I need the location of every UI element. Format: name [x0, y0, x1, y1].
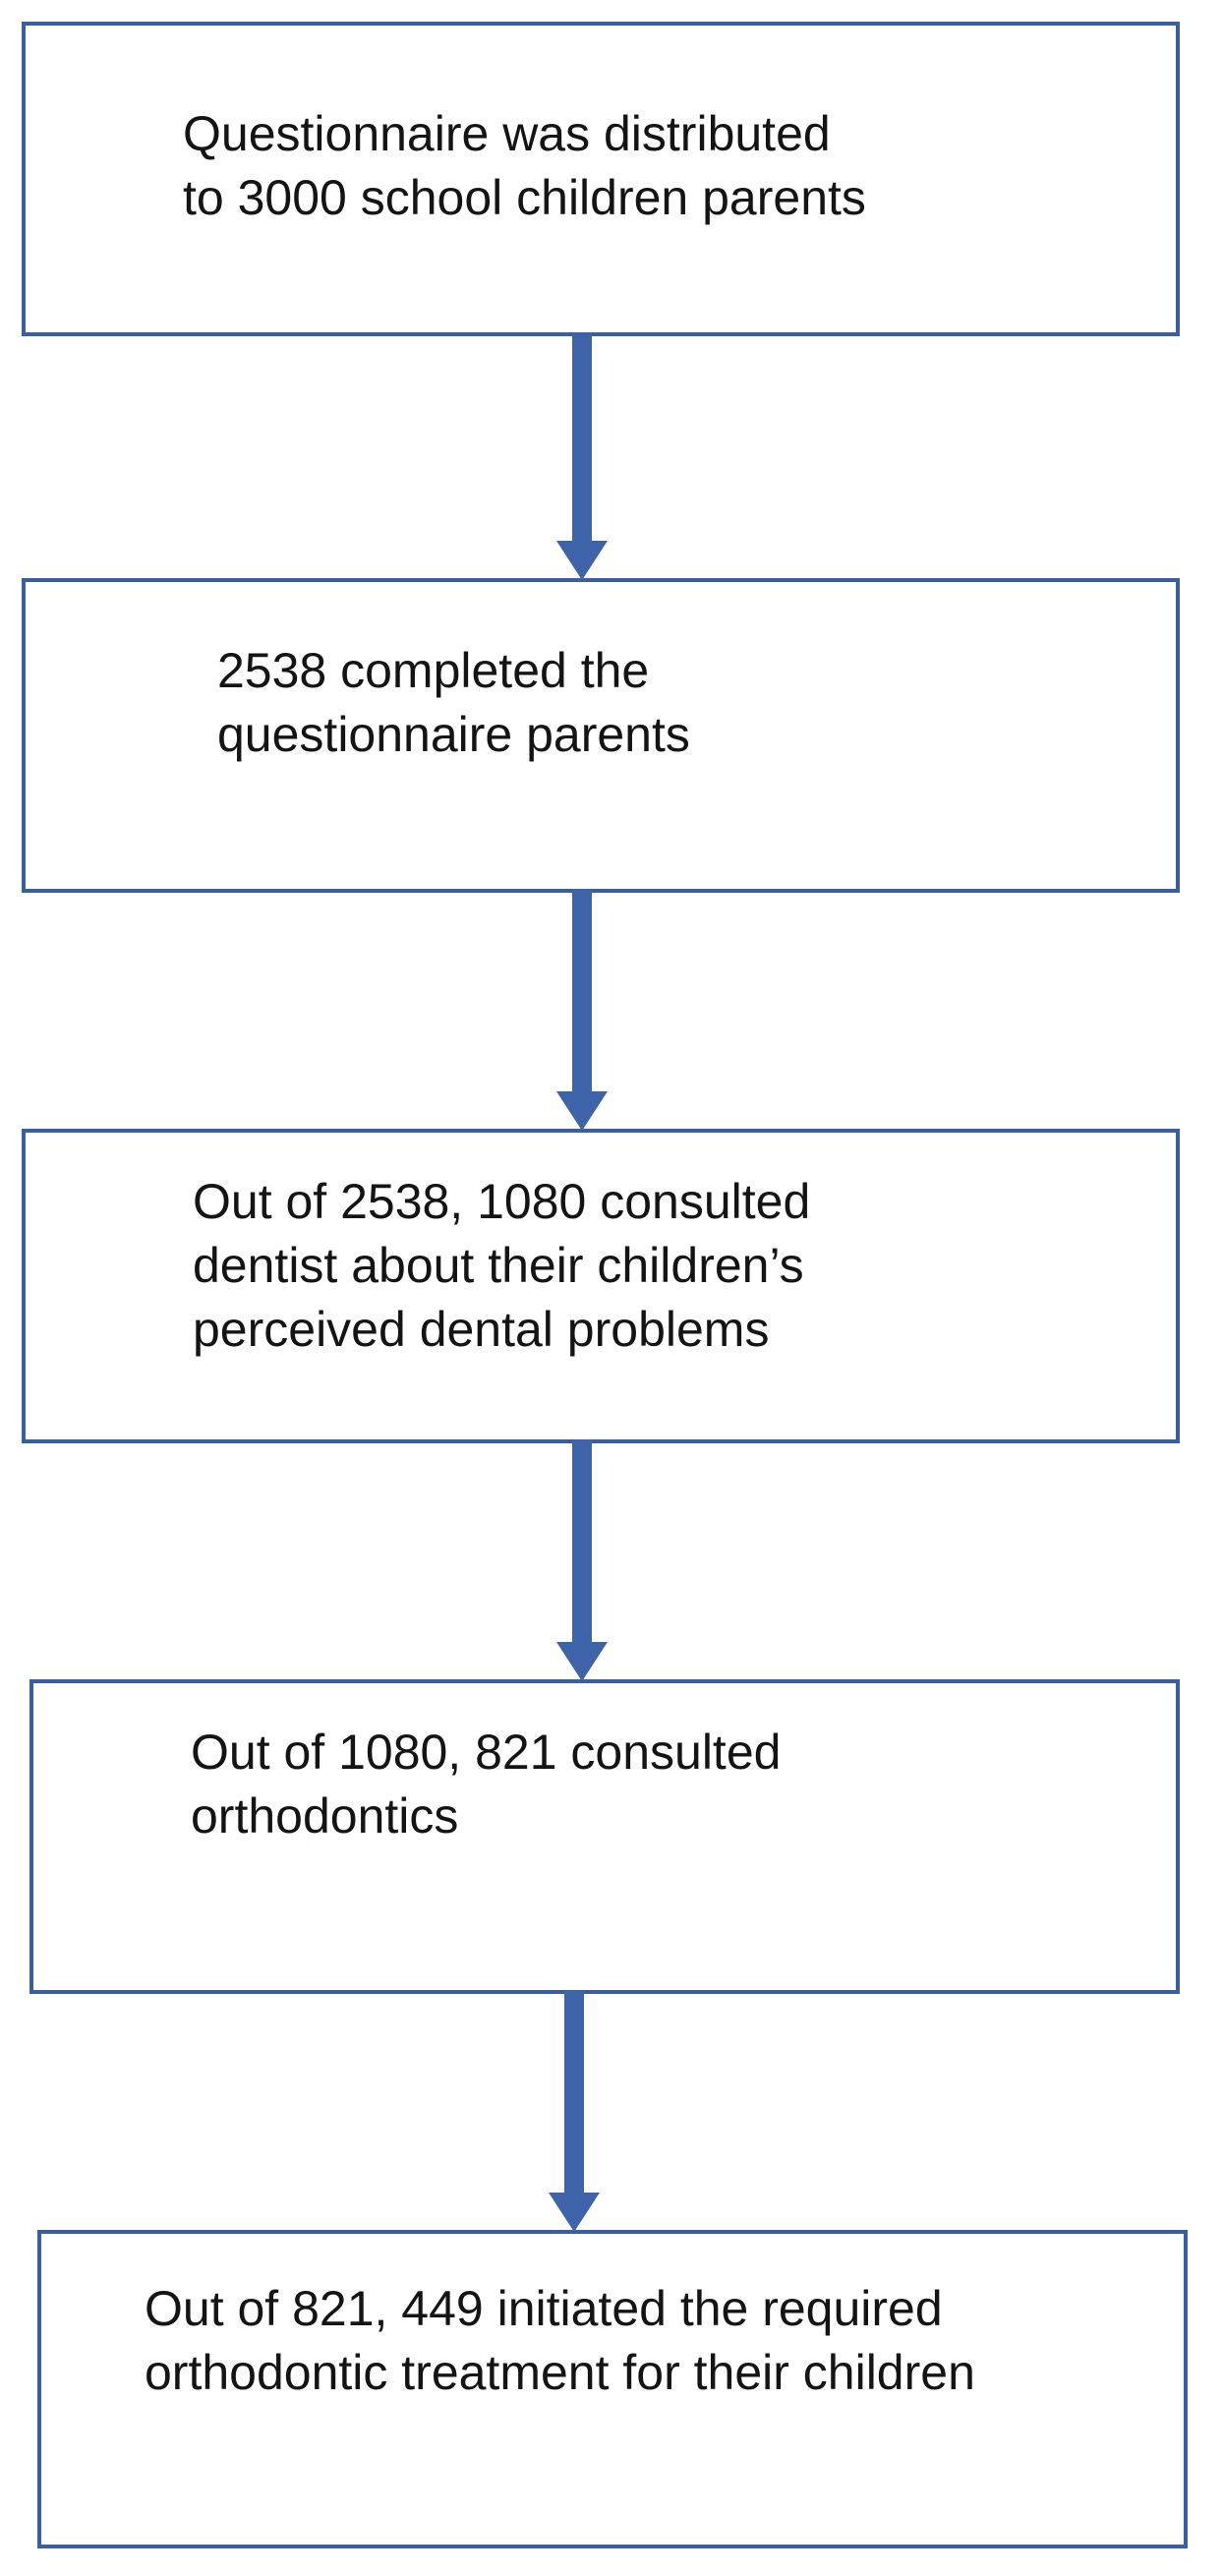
flow-step-text: Questionnaire was distributed to 3000 school children parents: [183, 106, 866, 225]
down-arrow-icon: [553, 889, 612, 1133]
flow-step-text: Out of 1080, 821 consulted orthodontics: [191, 1725, 782, 1844]
flow-step-completed: [22, 578, 1180, 893]
flow-step-consulted-orthodontics: [29, 1679, 1180, 1994]
flow-step-text: Out of 2538, 1080 consulted dentist about their children’s perceived dental problems: [193, 1174, 811, 1357]
flow-step-text: Out of 821, 449 initiated the required orthodontic treatment for their children: [145, 2281, 975, 2400]
flow-step-text: 2538 completed the questionnaire parents: [217, 643, 690, 762]
down-arrow-icon: [553, 1439, 612, 1683]
flow-step-distributed: [22, 22, 1180, 336]
down-arrow-icon: [545, 1990, 604, 2234]
flow-step-consulted-dentist: [22, 1129, 1180, 1443]
flow-step-initiated-treatment: [37, 2230, 1188, 2548]
down-arrow-icon: [553, 332, 612, 582]
